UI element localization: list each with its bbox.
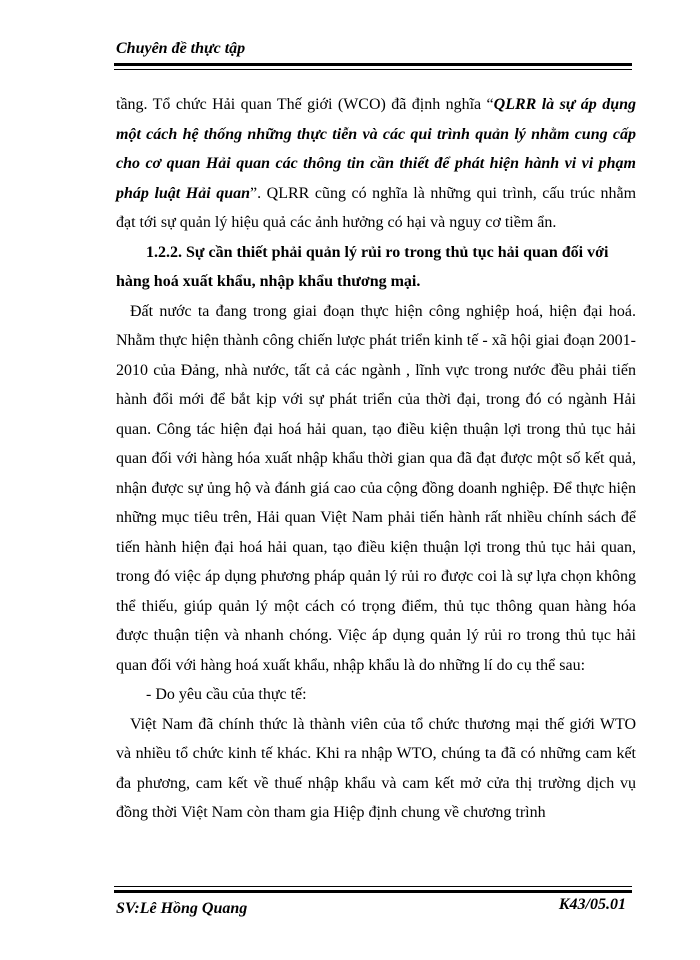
footer-class-code: K43/05.01 [558, 896, 626, 913]
paragraph-necessity: Đất nước ta đang trong giai đoạn thực hiện công nghiệp hoá, hiện đại hoá. Nhằm thực hiện thành công chiến lược phát triển kinh tế - xã hội giai đoạn 2001-2010 của Đảng, nhà nước, tất cả các ngành , lĩnh vực trong nước đều phải tiến hành đổi mới để bắt kịp với sự phát triển của thời đại, trong đó có ngành Hải quan. Công tác hiện đại hoá hải quan, tạo điều kiện thuận lợi trong thủ tục hải quan đối với hàng hóa xuất nhập khẩu thời gian qua đã đạt được một số kết quả, nhận được sự ủng hộ và đánh giá cao của cộng đồng doanh nghiệp. Để thực hiện những mục tiêu trên, Hải quan Việt Nam phải tiến hành rất nhiều chính sách để tiến hành hiện đại hoá hải quan, tạo điều kiện thuận lợi trong thủ tục hải quan, trong đó việc áp dụng phương pháp quản lý rủi ro được coi là sự lựa chọn không thể thiếu, giúp quản lý một cách có trọng điểm, thủ tục thông quan hàng hóa được thuận tiện và nhanh chóng. Việc áp dụng quản lý rủi ro trong thủ tục hải quan đối với hàng hoá xuất khẩu, nhập khẩu là do những lí do cụ thể sau: [116, 302, 636, 674]
paragraph-definition-end: ”. QLRR cũng có nghĩa là những qui trình, cấu trúc nhằm đạt tới sự quản lý hiệu quả các ảnh hưởng có hại và nguy cơ tiềm ẩn. [116, 184, 637, 231]
header-rule-thick [114, 63, 632, 66]
footer-rule-thin [114, 886, 632, 887]
footer-author: SV:Lê Hồng Quang [116, 900, 248, 917]
footer-rule-thick [114, 890, 632, 893]
header-rule-thin [114, 69, 632, 70]
paragraph-definition [116, 90, 636, 238]
paragraph-wto: Việt Nam đã chính thức là thành viên của tổ chức thương mại thế giới WTO và nhiều tổ chức kinh tế khác. Khi ra nhập WTO, chúng ta đã có những cam kết đa phương, cam kết về thuế nhập khẩu và cam kết mở cửa thị trường dịch vụ đồng thời Việt Nam còn tham gia Hiệp định chung về chương trình [116, 715, 636, 821]
paragraph-definition-start: tầng. Tổ chức Hải quan Thế giới (WCO) đã định nghĩa “ [116, 96, 494, 113]
page-body [116, 90, 636, 828]
section-heading: 1.2.2. Sự cần thiết phải quản lý rủi ro trong thủ tục hải quan đối với hàng hoá xuất khẩu, nhập khẩu thương mại. [116, 243, 609, 290]
definition-quote: QLRR là sự áp dụng một cách hệ thống những thực tiễn và các qui trình quản lý nhằm cung cấp cho cơ quan Hải quan các thông tin cần thiết để phát hiện hành vi vi phạm pháp luật Hải quan [116, 96, 636, 202]
header-title: Chuyên đề thực tập [116, 40, 246, 57]
list-item-reason: - Do yêu cầu của thực tế: [146, 686, 307, 703]
